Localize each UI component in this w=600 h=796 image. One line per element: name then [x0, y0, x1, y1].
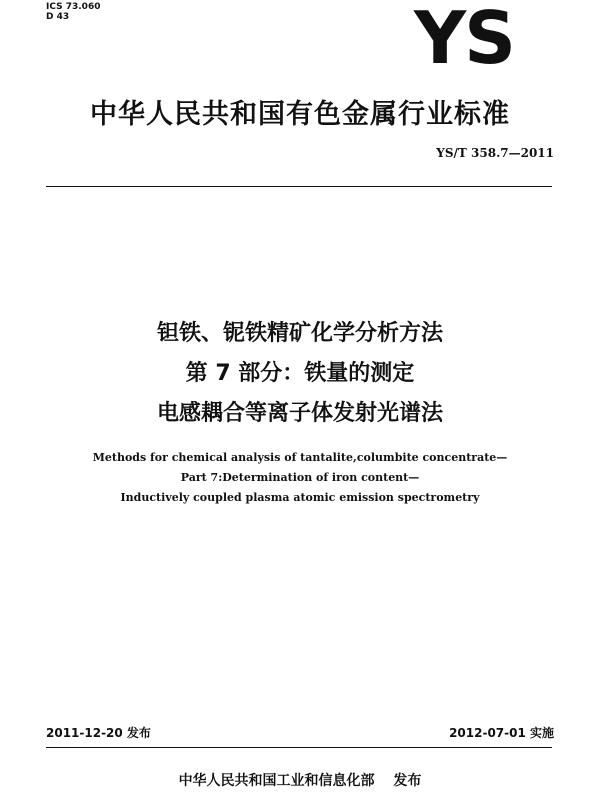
implementation-date: 2012-07-01 实施: [449, 726, 554, 740]
bottom-divider: [46, 747, 552, 748]
ics-code: ICS 73.060: [46, 2, 101, 12]
classification-codes: [46, 2, 100, 22]
standard-number: YS/T 358.7—2011: [436, 146, 554, 160]
top-divider: [46, 186, 552, 187]
publish-date: 2011-12-20 发布: [46, 726, 151, 740]
title-en-line-3: Inductively coupled plasma atomic emission spectrometry: [120, 491, 480, 504]
title-en-line-1: Methods for chemical analysis of tantalite,columbite concentrate—: [92, 451, 508, 464]
issuing-authority: 中华人民共和国工业和信息化部 发布: [178, 773, 422, 789]
title-cn-line-1: 钽铁、铌铁精矿化学分析方法: [156, 321, 443, 346]
class-code: D 43: [46, 12, 70, 22]
title-cn-line-3: 电感耦合等离子体发射光谱法: [156, 401, 443, 426]
title-cn-line-2: 第 7 部分：铁量的测定: [185, 361, 415, 386]
ys-logo: YS: [414, 0, 514, 80]
title-en-line-2: Part 7:Determination of iron content—: [180, 471, 420, 484]
standard-category-title: 中华人民共和国有色金属行业标准: [90, 99, 510, 130]
